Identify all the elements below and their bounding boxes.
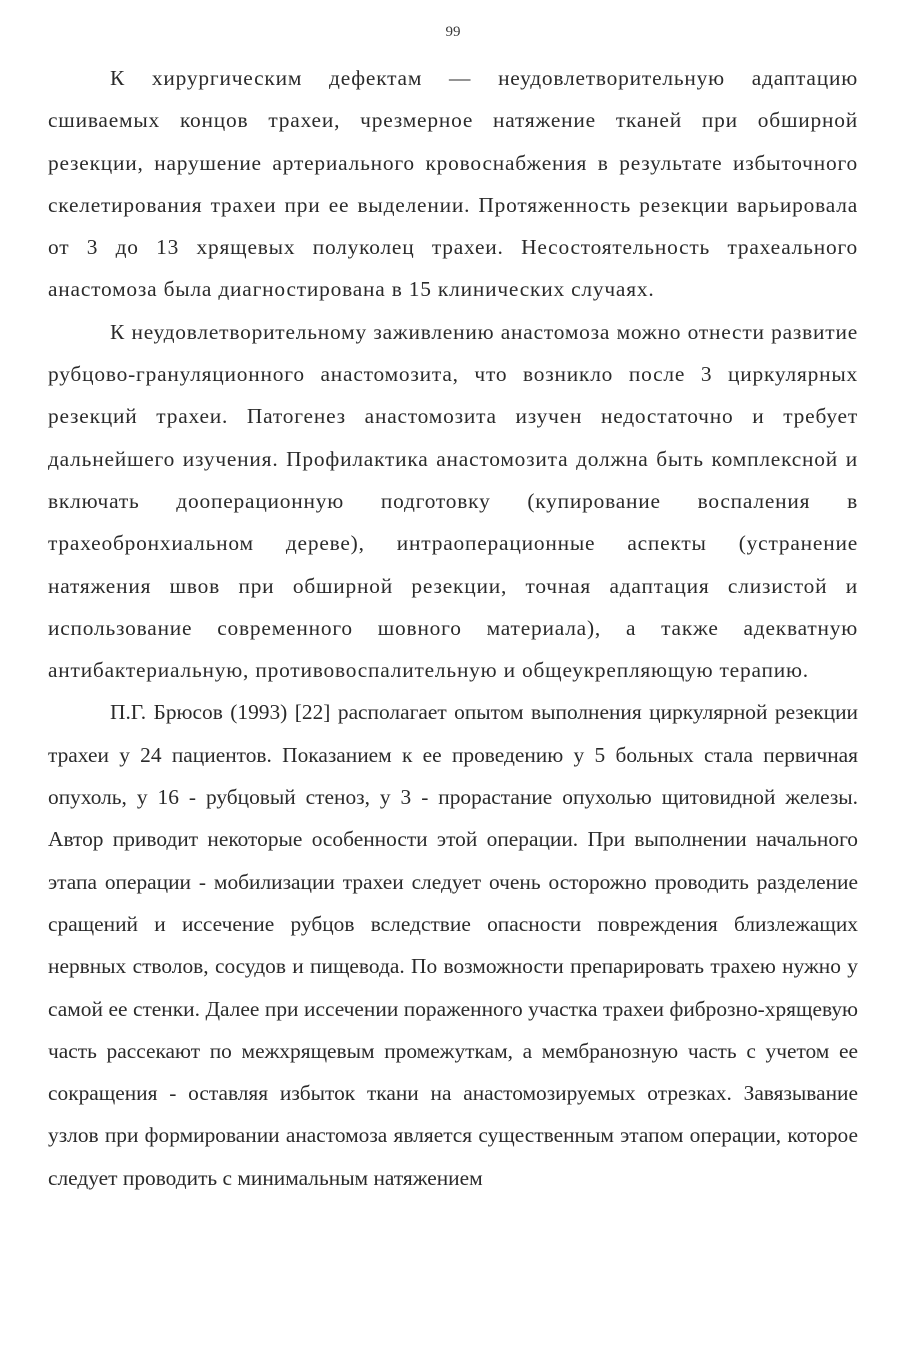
paragraph-anastomositis: К неудовлетворительному заживлению анастомоза можно отнести развитие рубцово-грануляционного анастомозита, что возникло после 3 циркулярных резекций трахеи. Патогенез анастомозита изучен недостаточно и требует дальнейшего изучения. Профилактика анастомозита должна быть комплексной и включать дооперационную подготовку (купирование воспаления в трахеобронхиальном дереве), интраоперационные аспекты (устранение натяжения швов при обширной резекции, точная адаптация слизистой и использование современного шовного материала), а также адекватную антибактериальную, противовоспалительную и общеукрепляющую терапию. — [48, 319, 858, 683]
paragraph-bryusov: П.Г. Брюсов (1993) [22] располагает опытом выполнения циркулярной резекции трахеи у 24 пациентов. Показанием к ее проведению у 5 больных стала первичная опухоль, у 16 - рубцовый стеноз, у 3 - прорастание опухолью щитовидной железы. Автор приводит некоторые особенности этой операции. При выполнении начального этапа операции - мобилизации трахеи следует очень осторожно проводить разделение сращений и иссечение рубцов вследствие опасности повреждения близлежащих нервных стволов, сосудов и пищевода. По возможности препарировать трахею нужно у самой ее стенки. Далее при иссечении пораженного участка трахеи фиброзно-хрящевую часть рассекают по межхрящевым промежуткам, а мембранозную часть с учетом ее сокращения - оставляя избыток ткани на анастомозируемых отрезках. Завязывание узлов при формировании анастомоза является существенным этапом операции, которое следует проводить с минимальным натяжением — [48, 700, 858, 1190]
document-body — [48, 57, 858, 1199]
page-number: 99 — [445, 24, 461, 40]
paragraph-surgical-defects: К хирургическим дефектам — неудовлетворительную адаптацию сшиваемых концов трахеи, чрезмерное натяжение тканей при обширной резекции, нарушение артериального кровоснабжения в результате избыточного скелетирования трахеи при ее выделении. Протяженность резекции варьировала от 3 до 13 хрящевых полуколец трахеи. Несостоятельность трахеального анастомоза была диагностирована в 15 клинических случаях. — [48, 66, 858, 302]
